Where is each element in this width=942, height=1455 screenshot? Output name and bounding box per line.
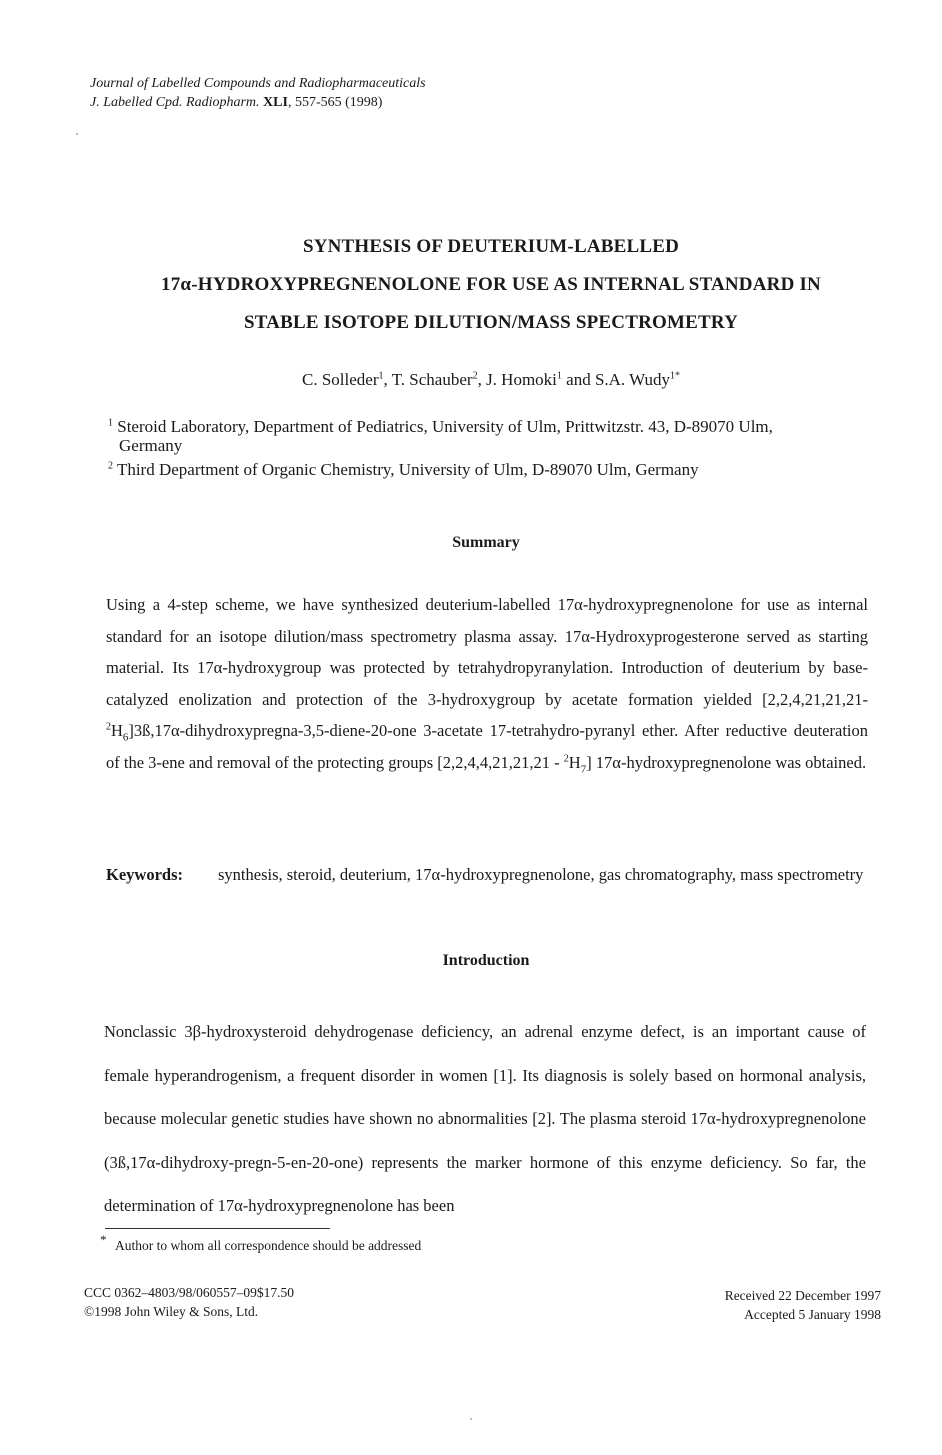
footnote-mark: * [100,1232,107,1247]
isotope-count: 7 [580,763,587,776]
copyright-block [84,1283,294,1321]
author-separator: and [561,370,595,389]
author-list [0,370,942,390]
summary-heading: Summary [452,534,520,551]
affiliation-1 [108,417,868,455]
summary-text-part-2: ]3ß,17α-dihydroxypregna-3,5-diene-20-one 3-acetate 17-tetrahydro-pyranyl ether. After reductive deuteration of the 3-ene and removal of the protecting groups [2,2,4,4,21,21,21 - [106,721,868,772]
affiliation-text: Steroid Laboratory, Department of Pediatrics, University of Ulm, Prittwitzstr. 43, D-89070 Ulm, [113,417,773,436]
isotope-mass-number: 2 [106,721,111,733]
scan-speck [76,133,78,135]
author-affil-mark: 1 [378,370,384,382]
ccc-code: CCC 0362–4803/98/060557–09$17.50 [84,1285,295,1300]
summary-text-part-1: Using a 4-step scheme, we have synthesized deuterium-labelled 17α-hydroxypregnenolone for use as internal standard for an isotope dilution/mass spectrometry plasma assay. 17α-Hydroxyprogesterone served as starting material. Its 17α-hydroxygroup was protected by tetrahydropyranylation. Introduction of deuterium by base-catalyzed enolization and protection of the 3-hydroxygroup by acetate formation yielded [2,2,4,21,21,21- [106,595,868,709]
journal-abbrev: J. Labelled Cpd. Radiopharm. [90,95,260,110]
author-separator: , [477,370,487,389]
journal-volume: XLI [263,95,288,110]
received-date: Received 22 December 1997 [724,1288,881,1303]
paper-title [0,228,942,342]
affiliation-mark: 2 [108,460,113,472]
author-name: J. Homoki [486,370,557,389]
journal-header [90,74,426,112]
author-affil-mark: 1* [670,370,680,382]
journal-name: Journal of Labelled Compounds and Radiopharmaceuticals [90,76,426,91]
summary-text-part-3: ] 17α-hydroxypregnenolone was obtained. [586,752,867,772]
footnote-rule [105,1228,330,1229]
keywords-label: Keywords: [106,865,183,884]
affiliation-text: Third Department of Organic Chemistry, University of Ulm, D-89070 Ulm, Germany [113,460,699,479]
author-name: T. Schauber [391,370,473,389]
introduction-heading: Introduction [442,952,530,969]
journal-citation [90,93,426,112]
author-separator: , [383,370,392,389]
isotope-count: 6 [122,731,129,744]
affiliation-continuation: Germany [119,436,183,455]
author-name: S.A. Wudy [594,370,670,389]
author-affil-mark: 2 [472,370,478,382]
title-line-2: 17α-HYDROXYPREGNENOLONE FOR USE AS INTERNAL STANDARD IN [161,274,821,295]
journal-pages-year: , 557-565 (1998) [287,95,383,110]
scan-speck [470,1418,472,1420]
footnote-text: Author to whom all correspondence should be addressed [115,1238,422,1253]
dates-block [725,1286,881,1324]
isotope-symbol: H [111,721,123,741]
isotope-symbol: H [568,752,581,772]
summary-paragraph [106,589,868,779]
affiliation-2 [108,460,868,479]
isotope-mass-number: 2 [563,753,569,765]
accepted-date: Accepted 5 January 1998 [744,1307,881,1322]
title-line-1: SYNTHESIS OF DEUTERIUM-LABELLED [302,236,680,257]
copyright-notice: ©1998 John Wiley & Sons, Ltd. [84,1304,259,1319]
affiliation-mark: 1 [108,417,113,429]
keywords-text: synthesis, steroid, deuterium, 17α-hydroxypregnenolone, gas chromatography, mass spectrometry [218,865,864,884]
footnote [100,1232,422,1254]
author-affil-mark: 1 [556,370,562,382]
title-line-3: STABLE ISOTOPE DILUTION/MASS SPECTROMETRY [243,312,739,333]
introduction-paragraph: Nonclassic 3β-hydroxysteroid dehydrogenase deficiency, an adrenal enzyme defect, is an important cause of female hyperandrogenism, a frequent disorder in women [1]. Its diagnosis is solely based on hormonal analysis, because molecular genetic studies have shown no abnormalities [2]. The plasma steroid 17α-hydroxypregnenolone (3ß,17α-dihydroxy-pregn-5-en-20-one) represents the marker hormone of this enzyme deficiency. So far, the determination of 17α-hydroxypregnenolone has been [104,1022,866,1216]
author-name: C. Solleder [301,370,379,389]
